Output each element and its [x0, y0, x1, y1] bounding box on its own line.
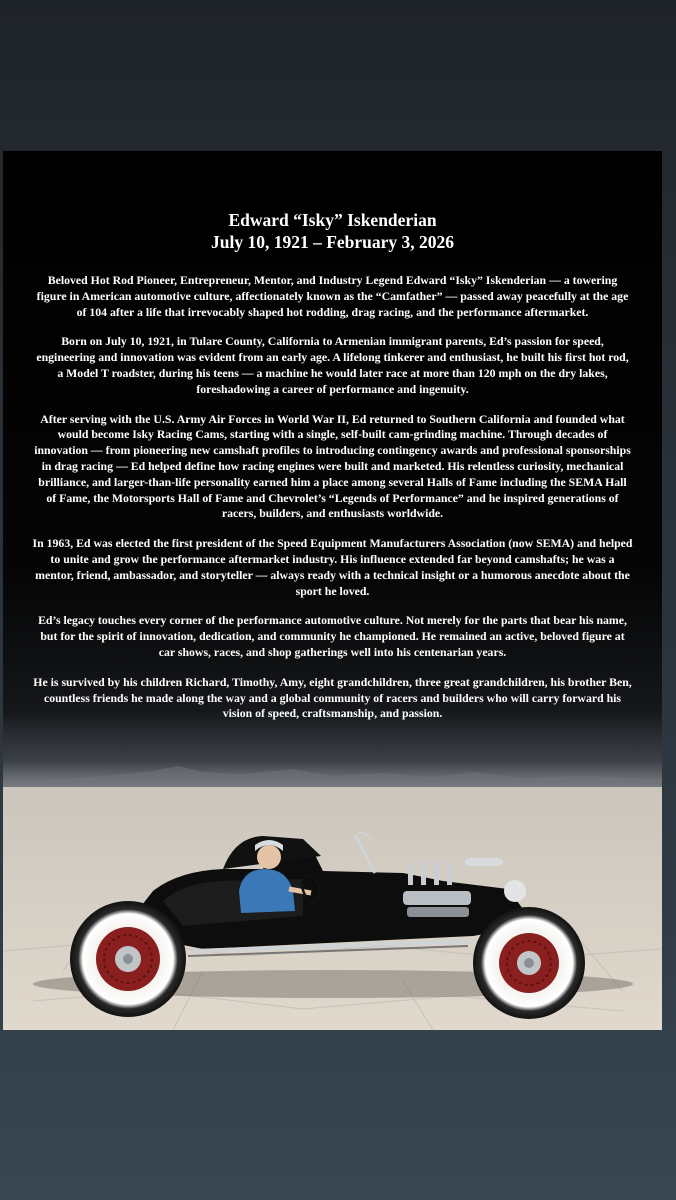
obituary-text — [3, 151, 662, 722]
obituary-paragraph: Beloved Hot Rod Pioneer, Entrepreneur, Mentor, and Industry Legend Edward “Isky” Iskenderian — a towering figure in American automotive culture, affectionately known as the “Camfather” — passed away peacefully at the age of 104 after a life that irrevocably shaped hot rodding, drag racing, and the performance aftermarket. — [36, 273, 629, 319]
obituary-paragraph: After serving with the U.S. Army Air Forces in World War II, Ed returned to Southern California and founded what would become Isky Racing Cams, starting with a single, self-built cam-grinding machine. Through decades of innovation — from pioneering new camshaft profiles to introducing contingency awards and professional sponsorships in drag racing — Ed helped define how racing engines were built and marketed. His relentless curiosity, mechanical brilliance, and larger-than-life personality earned him a place among several Halls of Fame including the SEMA Hall of Fame, the Motorsports Hall of Fame and Chevrolet’s “Legends of Performance” and he inspired generations of racers, builders, and enthusiasts worldwide. — [34, 411, 631, 521]
obituary-paragraph: Born on July 10, 1921, in Tulare County, California to Armenian immigrant parents, Ed’s passion for speed, engineering and innovation was evident from an early age. A lifelong tinkerer and enthusiast, he built his first hot rod, a Model T roadster, during his teens — a machine he would later race at more than 120 mph on the dry lakes, foreshadowing a career of performance and ingenuity. — [36, 334, 629, 396]
memorial-name: Edward “Isky” Iskenderian — [228, 210, 437, 230]
front-wheel — [473, 907, 585, 1019]
rear-wheel — [70, 901, 186, 1017]
memorial-dates: July 10, 1921 – February 3, 2026 — [210, 232, 455, 252]
obituary-paragraph: He is survived by his children Richard, Timothy, Amy, eight grandchildren, three great grandchildren, his brother Ben, countless friends he made along the way and a global community of racers and builders who will carry forward his vision of speed, craftsmanship, and passion. — [33, 674, 632, 721]
obituary-paragraph: Ed’s legacy touches every corner of the performance automotive culture. Not merely for the parts that bear his name, but for the spirit of innovation, dedication, and community he championed. He remained an active, beloved figure at car shows, races, and shop gatherings well into his centenarian years. — [38, 613, 627, 659]
memorial-card — [3, 151, 662, 1030]
hot-rod-photo — [3, 741, 662, 1030]
obituary-paragraph: In 1963, Ed was elected the first president of the Speed Equipment Manufacturers Association (now SEMA) and helped to unite and grow the performance aftermarket industry. His influence extended far beyond camshafts; he was a mentor, friend, ambassador, and storyteller — always ready with a technical insight or a humorous anecdote about the sport he loved. — [32, 536, 633, 598]
